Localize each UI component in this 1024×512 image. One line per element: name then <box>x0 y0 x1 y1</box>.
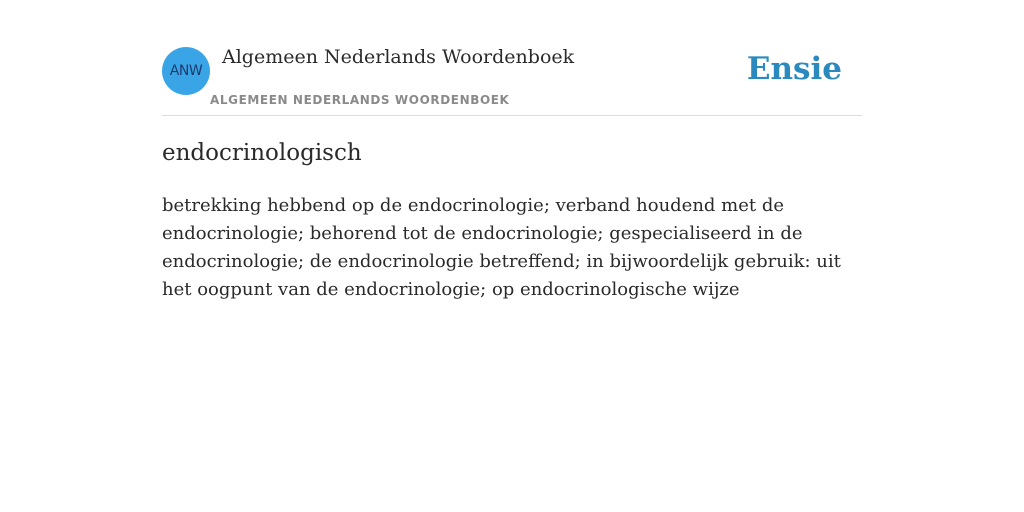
source-subtitle: ALGEMEEN NEDERLANDS WOORDENBOEK <box>210 93 510 107</box>
definition-text: betrekking hebbend op de endocrinologie; verband houdend met de endocrinologie; behorend tot de endocrinologie; gespecialiseerd in de endocrinologie; de endocrinologie betreffend; in bijwoordelijk gebruik: uit het oogpunt van de endocrinologie; op endocrinologische wijze <box>162 195 841 300</box>
logo-text: ANW <box>169 63 203 79</box>
brand-logo-link[interactable]: Ensie <box>746 51 842 87</box>
source-title[interactable]: Algemeen Nederlands Woordenboek <box>222 46 575 68</box>
headword: endocrinologisch <box>162 140 362 166</box>
source-header <box>162 0 862 116</box>
source-logo[interactable] <box>162 47 210 95</box>
